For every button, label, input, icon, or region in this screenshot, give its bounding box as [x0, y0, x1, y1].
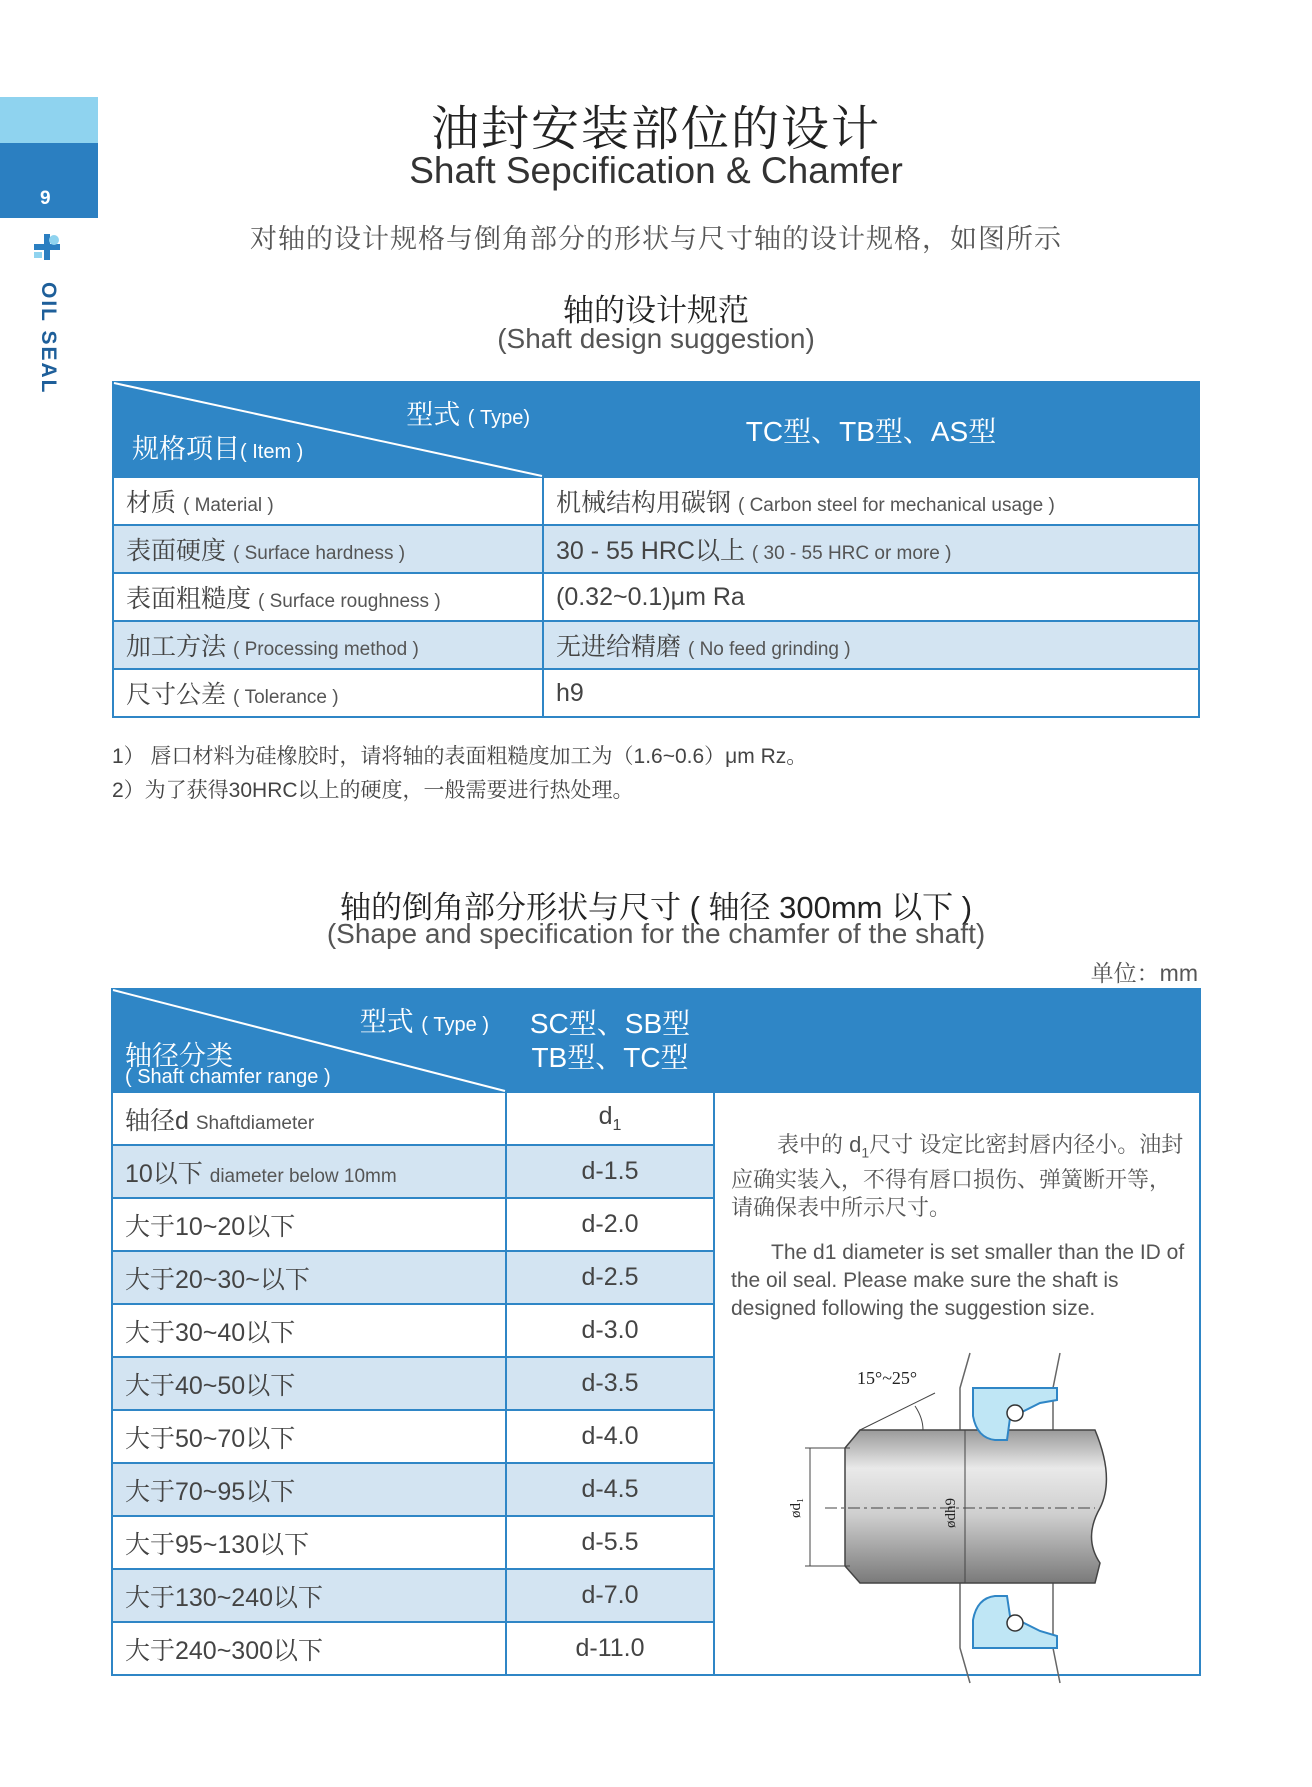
- table1-header-models: TC型、TB型、AS型: [543, 382, 1199, 477]
- header-range-cn: 轴径分类: [125, 1041, 233, 1071]
- d1-label: ød₁: [788, 1497, 804, 1518]
- table-row: 加工方法 ( Processing method ) 无进给精磨 ( No feed grinding ): [113, 621, 1199, 669]
- chamfer-note-cn: 表中的 $d_1$尺寸 设定比密封唇内径小。油封应确实装入，不得有唇口损伤、弹簧断开等，请确保表中所示尺寸。: [731, 1132, 1184, 1221]
- section2-title: 轴的倒角部分形状与尺寸 ( 轴径 300mm 以下 ): [339, 890, 973, 925]
- table-row: 大于70~95以下 d-4.5: [112, 1463, 1200, 1516]
- note-1: 1） 唇口材料为硅橡胶时，请将轴的表面粗糙度加工为（1.6~0.6）μm Rz。: [112, 745, 808, 768]
- table-row: 10以下 diameter below 10mm d-1.5: [112, 1145, 1200, 1198]
- table-row: 轴径d Shaftdiameter $d_1$ 表中的 $d_1$尺寸 设定比密封唇内径小。油封应确实装入，不得有唇口损伤、弹簧断开等，请确保表中所示尺寸。 The d1 diameter is set smaller than the ID of the oil seal. Please make sure the shaft is designed following the suggestion size. 15°~25° ød₁ ødh9: [112, 1092, 1200, 1145]
- dh9-label: ødh9: [943, 1498, 959, 1528]
- table-row: 大于30~40以下 d-3.0: [112, 1304, 1200, 1357]
- table-row: 大于95~130以下 d-5.5: [112, 1516, 1200, 1569]
- table-row: 表面粗糙度 ( Surface roughness ) (0.32~0.1)μm Ra: [113, 573, 1199, 621]
- table2-header-models: SC型、SB型 TB型、TC型: [506, 989, 714, 1092]
- page-number: 9: [40, 188, 51, 209]
- table-row: 大于130~240以下 d-7.0: [112, 1569, 1200, 1622]
- table-row: 尺寸公差 ( Tolerance ) h9: [113, 669, 1199, 717]
- sidebar-label: OIL SEAL: [37, 282, 60, 395]
- section1-title: 轴的设计规范: [563, 293, 749, 328]
- chamfer-note-panel: [714, 1092, 1200, 1675]
- table-row: 大于20~30~以下 d-2.5: [112, 1251, 1200, 1304]
- table1-header-corner: [113, 382, 543, 477]
- table2-header-corner: [112, 989, 506, 1092]
- header-type-cn: 型式: [359, 1007, 414, 1037]
- table-row: 材质 ( Material ) 机械结构用碳钢 ( Carbon steel for mechanical usage ): [113, 477, 1199, 525]
- intro-text: 对轴的设计规格与倒角部分的形状与尺寸轴的设计规格，如图所示: [250, 224, 1062, 254]
- table-row: 表面硬度 ( Surface hardness ) 30 - 55 HRC以上 ( 30 - 55 HRC or more ): [113, 525, 1199, 573]
- header-item-cn: 规格项目: [132, 434, 240, 464]
- chamfer-table: [111, 988, 1201, 1676]
- header-range-en: ( Shaft chamfer range ): [125, 1066, 331, 1088]
- header-type-en: ( Type ): [421, 1014, 489, 1036]
- table-row: 大于10~20以下 d-2.0: [112, 1198, 1200, 1251]
- table-row: 大于240~300以下 d-11.0: [112, 1622, 1200, 1675]
- table-row: 大于40~50以下 d-3.5: [112, 1357, 1200, 1410]
- shaft-design-table: [112, 381, 1200, 718]
- angle-label: 15°~25°: [857, 1368, 918, 1388]
- page-subtitle: Shaft Sepcification & Chamfer: [409, 150, 903, 191]
- page-title: 油封安装部位的设计: [430, 103, 881, 156]
- section1-subtitle: (Shaft design suggestion): [497, 323, 815, 354]
- shaft-chamfer-drawing: [788, 1348, 1145, 1688]
- note-2: 2）为了获得30HRC以上的硬度，一般需要进行热处理。: [112, 779, 634, 802]
- header-type-cn: 型式: [406, 400, 461, 430]
- table2-header-blank: [714, 989, 1200, 1092]
- unit-label: 单位：mm: [1090, 960, 1198, 986]
- chamfer-note-en: The d1 diameter is set smaller than the ID of the oil seal. Please make sure the shaft is designed following the suggestion size.: [731, 1241, 1185, 1320]
- header-type-en: ( Type): [467, 407, 530, 429]
- section2-subtitle: (Shape and specification for the chamfer of the shaft): [326, 918, 986, 949]
- table-row: 大于50~70以下 d-4.0: [112, 1410, 1200, 1463]
- header-item-en: ( Item ): [240, 441, 304, 463]
